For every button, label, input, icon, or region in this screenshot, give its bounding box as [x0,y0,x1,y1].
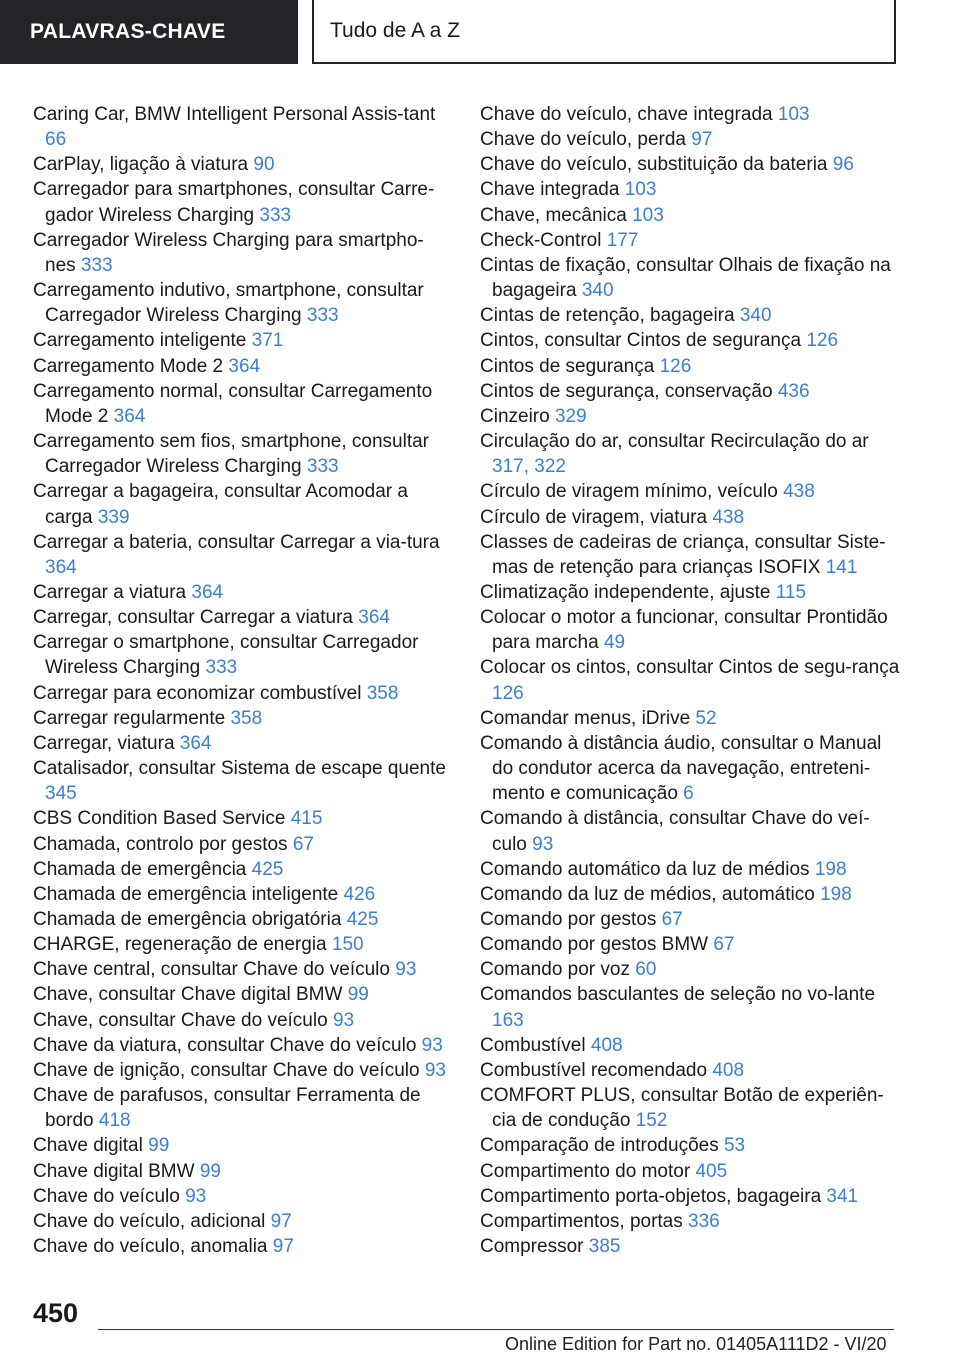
index-entry [480,731,900,806]
entry-text: Chamada de emergência obrigatória [33,909,342,930]
entry-text: Carregar regularmente [33,707,226,729]
index-entry [33,479,453,529]
index-entry [480,379,900,404]
page-link[interactable]: 93 [332,1009,355,1031]
page-link[interactable]: 371 [251,330,284,352]
entry-text: Carregamento inteligente [33,330,247,352]
index-entry [33,354,453,379]
page-link[interactable]: 126 [659,355,692,377]
page-link[interactable]: 364 [45,556,77,578]
page-link[interactable]: 358 [230,707,263,729]
index-entry [480,429,900,479]
page-link[interactable]: 317, 322 [492,456,566,478]
page-link[interactable]: 90 [253,154,275,176]
page-link[interactable]: 99 [148,1135,170,1157]
entry-text: Carregamento sem fios, smartphone, consultar Carregador Wireless Charging [33,431,430,478]
page-link[interactable]: 53 [723,1135,746,1157]
page-header [0,0,960,66]
index-entry [33,1184,453,1209]
entry-text: Chave digital BMW [33,1160,195,1182]
page-link[interactable]: 364 [113,405,146,427]
index-entry [33,429,453,479]
page-link[interactable]: 358 [366,682,399,704]
index-entry [33,228,453,278]
entry-text: Carregar para economizar combustível [33,682,362,704]
page-link[interactable]: 333 [205,657,238,679]
entry-text: Cintas de retenção, bagageira [480,305,735,327]
index-entry [480,1159,900,1184]
page-link[interactable]: 163 [492,1009,524,1031]
page-link[interactable]: 415 [290,808,323,830]
page-link[interactable]: 340 [581,280,614,302]
index-entry [480,857,900,882]
index-entry [33,1008,453,1033]
page-link[interactable]: 425 [346,909,379,930]
index-entry [33,1159,453,1184]
section-tab: PALAVRAS-CHAVE [0,0,298,64]
entry-text: Caring Car, BMW Intelligent Personal Assis-tant [33,104,436,125]
edition-note: Online Edition for Part no. 01405A111D2 - VI/20 [505,1334,887,1354]
page-link[interactable]: 385 [588,1236,621,1258]
page-link[interactable]: 141 [825,556,858,578]
entry-text: Comando automático da luz de médios [480,858,810,880]
entry-text: Chave do veículo, adicional [33,1210,266,1232]
page-link[interactable]: 115 [775,581,807,603]
index-entry [480,1058,900,1083]
index-entry [480,655,900,705]
page-link[interactable]: 425 [251,858,284,880]
entry-text: Cintos de segurança, conservação [480,380,773,402]
page-link[interactable]: 97 [270,1210,292,1232]
entry-text: Carregar, consultar Carregar a viatura [33,607,353,629]
index-entry [480,706,900,731]
index-entry [33,957,453,982]
page-link[interactable]: 93 [421,1034,443,1056]
section-title: Tudo de A a Z [312,0,896,64]
entry-text: Comandar menus, iDrive [480,707,691,729]
index-entry [480,1033,900,1058]
footer-divider [98,1329,894,1330]
entry-text: Catalisador, consultar Sistema de escape quente [33,758,446,780]
index-entry [480,932,900,957]
page-link[interactable]: 418 [98,1110,131,1132]
entry-text: Check-Control [480,229,602,251]
entry-text: Carregamento indutivo, smartphone, consultar Carregador Wireless Charging [33,280,424,327]
index-column-right [480,102,900,1259]
index-entry [33,580,453,605]
entry-text: Chave da viatura, consultar Chave do veículo [33,1034,417,1056]
page-link[interactable]: 126 [806,330,839,352]
entry-text: Compartimento porta-objetos, bagageira [480,1185,822,1207]
index-entry [480,177,900,202]
index-entry [480,328,900,353]
index-entry [33,278,453,328]
page-link[interactable]: 340 [739,305,772,327]
index-entry [33,731,453,756]
entry-text: Chave do veículo, substituição da bateria [480,154,828,176]
page-link[interactable]: 364 [358,607,390,629]
entry-text: COMFORT PLUS, consultar Botão de experiên-cia de condução [480,1085,884,1132]
entry-text: Chave do veículo, chave integrada [480,104,773,125]
entry-text: Colocar o motor a funcionar, consultar Prontidão para marcha [480,607,888,654]
page-link[interactable]: 333 [306,305,339,327]
page-link[interactable]: 198 [820,883,852,905]
index-entry [33,882,453,907]
index-entry [33,706,453,731]
page-link[interactable]: 436 [777,380,810,402]
entry-text: Comandos basculantes de seleção no vo-lante [480,984,876,1006]
page-link[interactable]: 103 [632,204,664,226]
page-link[interactable]: 345 [45,783,77,805]
index-entry [480,882,900,907]
entry-text: Carregar a bagageira, consultar Acomodar a carga [33,481,408,528]
page-link[interactable]: 99 [347,984,369,1006]
index-entry [480,127,900,152]
index-entry [33,806,453,831]
index-entry [480,228,900,253]
page-link[interactable]: 103 [624,179,657,201]
entry-text: Cintas de fixação, consultar Olhais de fixação na bagageira [480,254,891,302]
page-link[interactable]: 336 [688,1210,720,1232]
entry-text: Chave de ignição, consultar Chave do veículo [33,1059,420,1081]
page-link[interactable]: 408 [590,1034,623,1056]
index-entry [480,152,900,177]
entry-text: Carregador Wireless Charging para smartpho-nes [33,229,424,276]
index-entry [480,404,900,429]
entry-text: Carregador para smartphones, consultar Carre-gador Wireless Charging [33,179,435,226]
entry-text: Comando por gestos [480,909,657,930]
index-entry [480,1209,900,1234]
entry-text: CBS Condition Based Service [33,808,286,830]
index-entry [480,907,900,932]
index-entry [33,982,453,1007]
entry-text: Comparação de introduções [480,1135,719,1157]
page-number: 450 [33,1298,79,1328]
page-link[interactable]: 6 [683,783,694,805]
index-entry [33,857,453,882]
index-entry [480,605,900,655]
index-entry [33,328,453,353]
entry-text: Comando da luz de médios, automático [480,883,815,905]
index-entry [33,1033,453,1058]
entry-text: Comando à distância áudio, consultar o Manual do condutor acerca da navegação, entreteni-mento e comunicação [480,732,882,805]
entry-text: Compressor [480,1236,584,1258]
entry-text: Chave do veículo, anomalia [33,1236,268,1258]
page-link[interactable]: 99 [199,1160,221,1182]
entry-text: Chamada, controlo por gestos [33,833,288,855]
page-link[interactable]: 97 [691,129,713,151]
index-entry [480,354,900,379]
index-entry [480,253,900,303]
entry-text: Colocar os cintos, consultar Cintos de segu-rança [480,657,900,679]
index-entry [33,530,453,580]
page-link[interactable]: 103 [777,104,810,125]
index-entry [33,832,453,857]
page-link[interactable]: 339 [97,506,130,528]
index-entry [33,177,453,227]
page-link[interactable]: 364 [191,581,224,603]
page-link[interactable]: 97 [272,1236,294,1258]
index-entry [480,957,900,982]
index-entry [33,605,453,630]
index-entry [480,1133,900,1158]
index-entry [33,1133,453,1158]
index-entry [480,1083,900,1133]
page-link[interactable]: 60 [635,959,657,981]
entry-text: Carregar o smartphone, consultar Carregador Wireless Charging [33,632,419,679]
page-link[interactable]: 49 [603,632,626,654]
page-link[interactable]: 177 [606,229,639,251]
entry-text: Chave do veículo, perda [480,129,686,151]
entry-text: Cintos de segurança [480,355,655,377]
entry-text: Combustível [480,1034,586,1056]
entry-text: Chave, mecânica [480,204,627,226]
page-link[interactable]: 52 [695,707,717,729]
page-link[interactable]: 438 [712,506,745,528]
entry-text: Círculo de viragem mínimo, veículo [480,481,778,503]
entry-text: Compartimentos, portas [480,1210,683,1232]
page-link[interactable]: 93 [395,959,417,981]
page-link[interactable]: 333 [80,254,113,276]
page-link[interactable]: 438 [783,481,815,503]
index-entry [480,203,900,228]
entry-text: Chave digital [33,1135,143,1157]
page-link[interactable]: 333 [306,456,339,478]
page-link[interactable]: 93 [424,1059,446,1081]
page-link[interactable]: 96 [832,154,854,176]
index-entry [33,681,453,706]
entry-text: Chave integrada [480,179,620,201]
index-entry [480,505,900,530]
page-link[interactable]: 426 [343,883,376,905]
entry-text: Comando por voz [480,959,630,981]
page-link[interactable]: 408 [712,1059,745,1081]
entry-text: Compartimento do motor [480,1160,691,1182]
entry-text: Cinzeiro [480,405,550,427]
entry-text: Chave de parafusos, consultar Ferramenta de bordo [33,1085,421,1132]
page-link[interactable]: 126 [492,682,524,704]
entry-text: Combustível recomendado [480,1059,708,1081]
index-entry [33,1234,453,1259]
entry-text: Carregar a viatura [33,581,187,603]
index-entry [33,379,453,429]
entry-text: CHARGE, regeneração de energia [33,934,327,956]
entry-text: Chave, consultar Chave digital BMW [33,984,343,1006]
entry-text: Chamada de emergência inteligente [33,883,339,905]
entry-text: CarPlay, ligação à viatura [33,154,249,176]
entry-text: Carregar, viatura [33,732,175,754]
index-entry [480,1234,900,1259]
page-link[interactable]: 93 [185,1185,207,1207]
page-link[interactable]: 364 [179,732,212,754]
page-link[interactable]: 67 [661,909,683,930]
index-entry [480,303,900,328]
page-link[interactable]: 66 [45,129,67,151]
entry-text: Comando à distância, consultar Chave do veí-culo [480,808,870,855]
entry-text: Chamada de emergência [33,858,247,880]
index-entry [33,1209,453,1234]
index-entry [33,1058,453,1083]
entry-text: Carregar a bateria, consultar Carregar a via-tura [33,531,440,553]
entry-text: Chave do veículo [33,1185,180,1207]
entry-text: Chave, consultar Chave do veículo [33,1009,328,1031]
index-entry [480,1184,900,1209]
index-entry [33,102,453,152]
page-link[interactable]: 333 [259,204,292,226]
index-column-left [33,102,453,1259]
page-link[interactable]: 405 [695,1160,728,1182]
entry-text: Círculo de viragem, viatura [480,506,708,528]
index-entry [33,630,453,680]
index-entry [480,982,900,1032]
index-entry [33,756,453,806]
index-entry [33,932,453,957]
page-link[interactable]: 329 [554,405,587,427]
page-link[interactable]: 67 [713,934,735,956]
index-entry [33,1083,453,1133]
index-entry [33,907,453,932]
page-link[interactable]: 67 [292,833,314,855]
index-entry [480,530,900,580]
index-entry [480,580,900,605]
entry-text: Chave central, consultar Chave do veículo [33,959,390,981]
entry-text: Classes de cadeiras de criança, consultar Siste-mas de retenção para crianças ISOFIX [480,531,886,578]
entry-text: Comando por gestos BMW [480,934,709,956]
entry-text: Carregamento Mode 2 [33,355,224,377]
page-link[interactable]: 198 [814,858,847,880]
index-entry [480,806,900,856]
entry-text: Carregamento normal, consultar Carregamento Mode 2 [33,380,433,427]
page-link[interactable]: 364 [228,355,261,377]
page-link[interactable]: 152 [635,1110,668,1132]
page-link[interactable]: 93 [532,833,554,855]
index-entry [480,479,900,504]
index-entry [33,152,453,177]
page-link[interactable]: 341 [826,1185,859,1207]
entry-text: Circulação do ar, consultar Recirculação do ar [480,431,869,453]
entry-text: Climatização independente, ajuste [480,581,771,603]
index-entry [480,102,900,127]
entry-text: Cintos, consultar Cintos de segurança [480,330,802,352]
page-link[interactable]: 150 [331,934,364,956]
